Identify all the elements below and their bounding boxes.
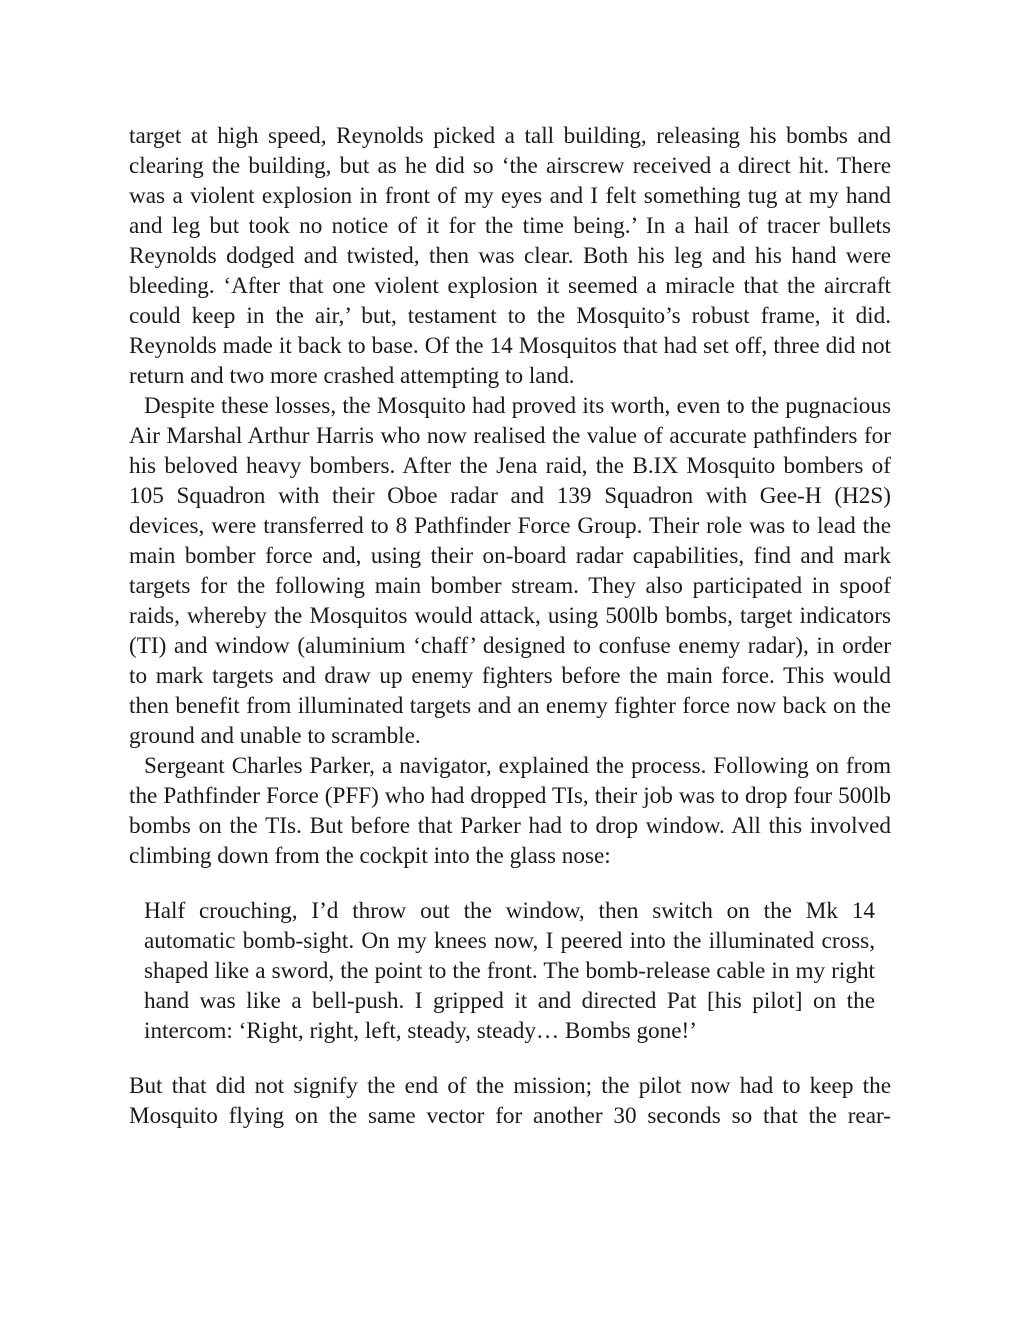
block-quote: Half crouching, I’d throw out the window, then switch on the Mk 14 automatic bomb-sight. On my knees now, I peered into the illuminated cross, shaped like a sword, the point to the front. The bomb-release cable in my right hand was like a bell-push. I gripped it and directed Pat [his pilot] on the intercom: ‘Right, right, left, steady, steady… Bombs gone!’ [144,898,875,1044]
body-paragraph-2: Despite these losses, the Mosquito had proved its worth, even to the pugnacious Air Marshal Arthur Harris who now realised the value of accurate pathfinders for his beloved heavy bombers. After the Jena raid, the B.IX Mosquito bombers of 105 Squadron with their Oboe radar and 139 Squadron with Gee-H (H2S) devices, were transferred to 8 Pathfinder Force Group. Their role was to lead the main bomber force and, using their on-board radar capabilities, find and mark targets for the following main bomber stream. They also participated in spoof raids, whereby the Mosquitos would attack, using 500lb bombs, target indicators (TI) and window (aluminium ‘chaff’ designed to confuse enemy radar), in order to mark targets and draw up enemy fighters before the main force. This would then benefit from illuminated targets and an enemy fighter force now back on the ground and unable to scramble. [129,393,891,749]
body-paragraph-4: But that did not signify the end of the mission; the pilot now had to keep the Mosquito flying on the same vector for another 30 seconds so that the rear- [129,1073,891,1129]
body-paragraph-3: Sergeant Charles Parker, a navigator, explained the process. Following on from the Pathfinder Force (PFF) who had dropped TIs, their job was to drop four 500lb bombs on the TIs. But before that Parker had to drop window. All this involved climbing down from the cockpit into the glass nose: [129,753,891,869]
body-paragraph-1: target at high speed, Reynolds picked a tall building, releasing his bombs and clearing the building, but as he did so ‘the airscrew received a direct hit. There was a violent explosion in front of my eyes and I felt something tug at my hand and leg but took no notice of it for the time being.’ In a hail of tracer bullets Reynolds dodged and twisted, then was clear. Both his leg and his hand were bleeding. ‘After that one violent explosion it seemed a miracle that the aircraft could keep in the air,’ but, testament to the Mosquito’s robust frame, it did. Reynolds made it back to base. Of the 14 Mosquitos that had set off, three did not return and two more crashed attempting to land. [129,123,891,389]
page-body [129,121,891,1131]
